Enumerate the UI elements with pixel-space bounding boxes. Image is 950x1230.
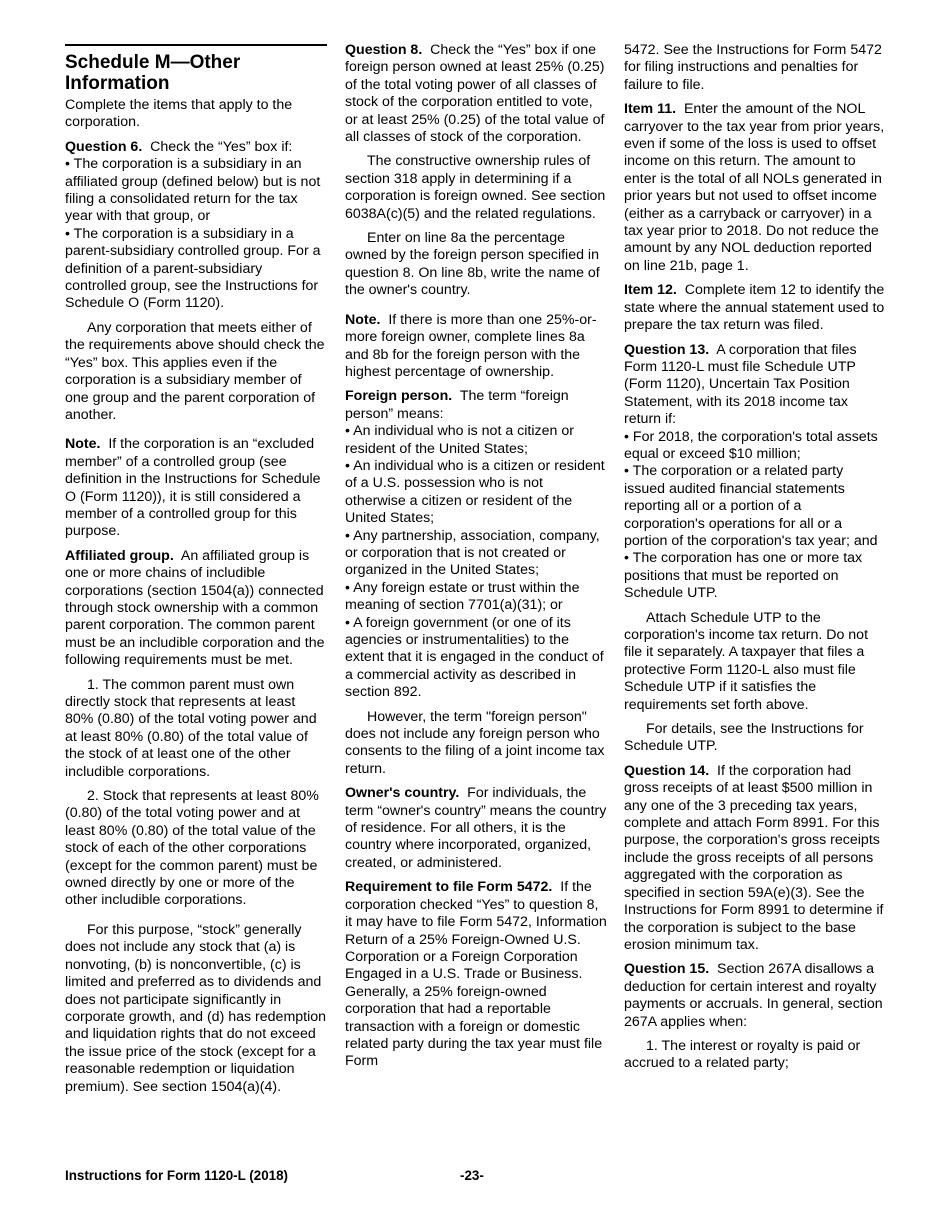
foreign-person-paragraph — [345, 388, 607, 423]
note-8-paragraph — [345, 312, 607, 382]
item-12-text: Complete item 12 to identify the state where the annual statement used to prepare the tax return was filed. — [624, 282, 885, 334]
affiliated-group-paragraph — [65, 548, 327, 670]
continued-5472-paragraph: 5472. See the Instructions for Form 5472 for filing instructions and penalties for failure to file. — [624, 42, 882, 93]
intro-paragraph: Complete the items that apply to the corporation. — [65, 97, 293, 131]
foreign-person-bullet-2: • An individual who is a citizen or resident of a U.S. possession who is not otherwise a citizen or resident of the United States; — [345, 457, 605, 527]
note-text: If the corporation is an “excluded member” of a controlled group (see definition in the Instructions for Schedule O (Form 1120)), it is still considered a member of a controlled group for this purpose. — [65, 436, 321, 540]
affiliated-requirement-1: 1. The common parent must own directly stock that represents at least 80% (0.80) of the total voting power and at least 80% (0.80) of the total value of the stock of at least one of the other includible corporations. — [65, 676, 317, 780]
item-12-label: Item 12. — [624, 282, 677, 299]
requirement-5472-text: If the corporation checked “Yes” to question 8, it may have to file Form 5472, Information Return of a 25% Foreign-Owned U.S. Corporation or a Foreign Corporation Engaged in a U.S. Trade or Business. Generally, a 25% foreign-owned corporation that had a reportable transaction with a foreign or domestic related party during the tax year must file Form — [345, 879, 607, 1070]
question-8-paragraph — [345, 42, 607, 146]
owners-country-label: Owner's country. — [345, 785, 460, 802]
stock-definition-paragraph: For this purpose, “stock” generally does not include any stock that (a) is nonvoting, (b) is nonconvertible, (c) is limited and preferred as to dividends and does not participate significantly in corporate growth, and (d) has redemption and liquidation rights that do not exceed the issue price of the stock (except for a reasonable redemption or liquidation premium). See section 1504(a)(4). — [65, 921, 327, 1095]
question-14-text: If the corporation had gross receipts of at least $500 million in any one of the 3 preceding tax years, complete and attach Form 8991. For this purpose, the corporation's gross receipts include the gross receipts of all persons aggregated with the corporation as specified in section 59A(e)(3). See the Instructions for Form 8991 to determine if the corporation is subject to the base erosion minimum tax. — [624, 762, 884, 953]
question-13-paragraph-3: For details, see the Instructions for Schedule UTP. — [624, 721, 864, 755]
foreign-person-bullet-5: • A foreign government (or one of its agencies or instrumentalities) to the extent that it is engaged in the conduct of a commercial activity as described in section 892. — [345, 614, 604, 701]
question-13-bullet-1: • For 2018, the corporation's total assets equal or exceed $10 million; — [624, 428, 878, 462]
column-3 — [624, 42, 886, 1080]
affiliated-group-text: An affiliated group is one or more chains of includible corporations (section 1504(a)) connected through stock ownership with a common parent corporation. The common parent must be an includible corporation and the following requirements must be met. — [65, 547, 325, 669]
foreign-person-bullet-3: • Any partnership, association, company, or corporation that is not created or organized in the United States; — [345, 527, 600, 579]
item-11-label: Item 11. — [624, 101, 677, 118]
column-1 — [65, 42, 327, 1103]
question-6-bullet-1: • The corporation is a subsidiary in an affiliated group (defined below) but is not filing a consolidated return for the tax year with that group, or — [65, 156, 321, 225]
footer-page-number: -23- — [460, 1168, 484, 1183]
question-13-bullet-3: • The corporation has one or more tax positions that must be reported on Schedule UTP. — [624, 550, 863, 602]
affiliated-group-label: Affiliated group. — [65, 547, 174, 564]
question-8-paragraph-2: The constructive ownership rules of section 318 apply in determining if a corporation is foreign owned. See section 6038A(c)(5) and the related regulations. — [345, 153, 606, 222]
footer-form-title: Instructions for Form 1120-L (2018) — [65, 1168, 288, 1183]
question-13-paragraph-2: Attach Schedule UTP to the corporation's income tax return. Do not file it separately. A taxpayer that files a protective Form 1120-L also must file Schedule UTP if it satisfies the requirements set forth above. — [624, 609, 869, 713]
column-2 — [345, 42, 607, 1078]
note-8-label: Note. — [345, 311, 381, 328]
item-12-paragraph — [624, 282, 886, 334]
foreign-person-text: The term “foreign person” means: — [345, 388, 569, 422]
question-6-text: Check the “Yes” box if: — [150, 138, 293, 155]
question-8-text: Check the “Yes” box if one foreign person owned at least 25% (0.25) of the total voting power of all classes of stock of the corporation entitled to vote, or at least 25% (0.25) of the total value of all classes of stock of the corporation. — [345, 42, 605, 146]
note-8-text: If there is more than one 25%-or-more foreign owner, complete lines 8a and 8b for the foreign person with the highest percentage of ownership. — [345, 311, 597, 380]
question-15-label: Question 15. — [624, 961, 710, 978]
question-14-label: Question 14. — [624, 762, 710, 779]
item-11-text: Enter the amount of the NOL carryover to the tax year from prior years, even if some of the loss is used to offset income on this return. The amount to enter is the total of all NOLs generated in prior years but not used to offset income (either as a carryback or carryover) in a tax year prior to 2018. Do not reduce the amount by any NOL deduction reported on line 21b, page 1. — [624, 101, 885, 274]
requirement-5472-paragraph — [345, 879, 607, 1070]
section-rule — [65, 44, 327, 46]
question-8-paragraph-3: Enter on line 8a the percentage owned by the foreign person specified in question 8. On line 8b, write the name of the owner's country. — [345, 230, 600, 299]
note-paragraph — [65, 436, 327, 540]
question-15-item-1: 1. The interest or royalty is paid or accrued to a related party; — [624, 1037, 861, 1072]
question-13-paragraph — [624, 342, 886, 429]
foreign-person-bullet-1: • An individual who is not a citizen or resident of the United States; — [345, 423, 574, 457]
question-13-label: Question 13. — [624, 341, 710, 358]
item-11-paragraph — [624, 101, 886, 275]
foreign-person-label: Foreign person. — [345, 388, 453, 405]
requirement-5472-label: Requirement to file Form 5472. — [345, 879, 553, 896]
affiliated-requirement-2: 2. Stock that represents at least 80% (0.80) of the total voting power and at least 80% (0.80) of the total value of the stock of each of the other corporations (except for the common parent) must be owned directly by one or more of the other includible corporations. — [65, 788, 319, 909]
owners-country-text: For individuals, the term “owner's country” means the country of residence. For all others, it is the country where incorporated, organized, created, or administered. — [345, 785, 607, 871]
schedule-m-heading: Schedule M—Other Information — [65, 52, 241, 94]
foreign-person-paragraph-2: However, the term "foreign person" does not include any foreign person who consents to the filing of a joint income tax return. — [345, 708, 605, 777]
question-6-paragraph — [65, 139, 327, 156]
question-15-text: Section 267A disallows a deduction for certain interest and royalty payments or accruals. In general, section 267A applies when: — [624, 961, 883, 1030]
question-6-paragraph-2: Any corporation that meets either of the requirements above should check the “Yes” box. This applies even if the corporation is a subsidiary member of one group and the parent corporation of another. — [65, 319, 325, 423]
question-14-paragraph — [624, 763, 886, 954]
question-6-bullet-2: • The corporation is a subsidiary in a parent-subsidiary controlled group. For a definition of a parent-subsidiary controlled group, see the Instructions for Schedule O (Form 1120). — [65, 225, 321, 312]
question-15-paragraph — [624, 961, 886, 1031]
question-13-bullet-2: • The corporation or a related party issued audited financial statements reporting all or a portion of a corporation's operations for all or a portion of the corporation's tax year; and — [624, 463, 878, 549]
question-13-text: A corporation that files Form 1120-L must file Schedule UTP (Form 1120), Uncertain Tax Position Statement, with its 2018 income tax return if: — [624, 341, 857, 428]
question-6-label: Question 6. — [65, 138, 143, 155]
owners-country-paragraph — [345, 785, 607, 872]
note-label: Note. — [65, 436, 101, 453]
question-8-label: Question 8. — [345, 42, 423, 58]
foreign-person-bullet-4: • Any foreign estate or trust within the meaning of section 7701(a)(31); or — [345, 579, 580, 614]
